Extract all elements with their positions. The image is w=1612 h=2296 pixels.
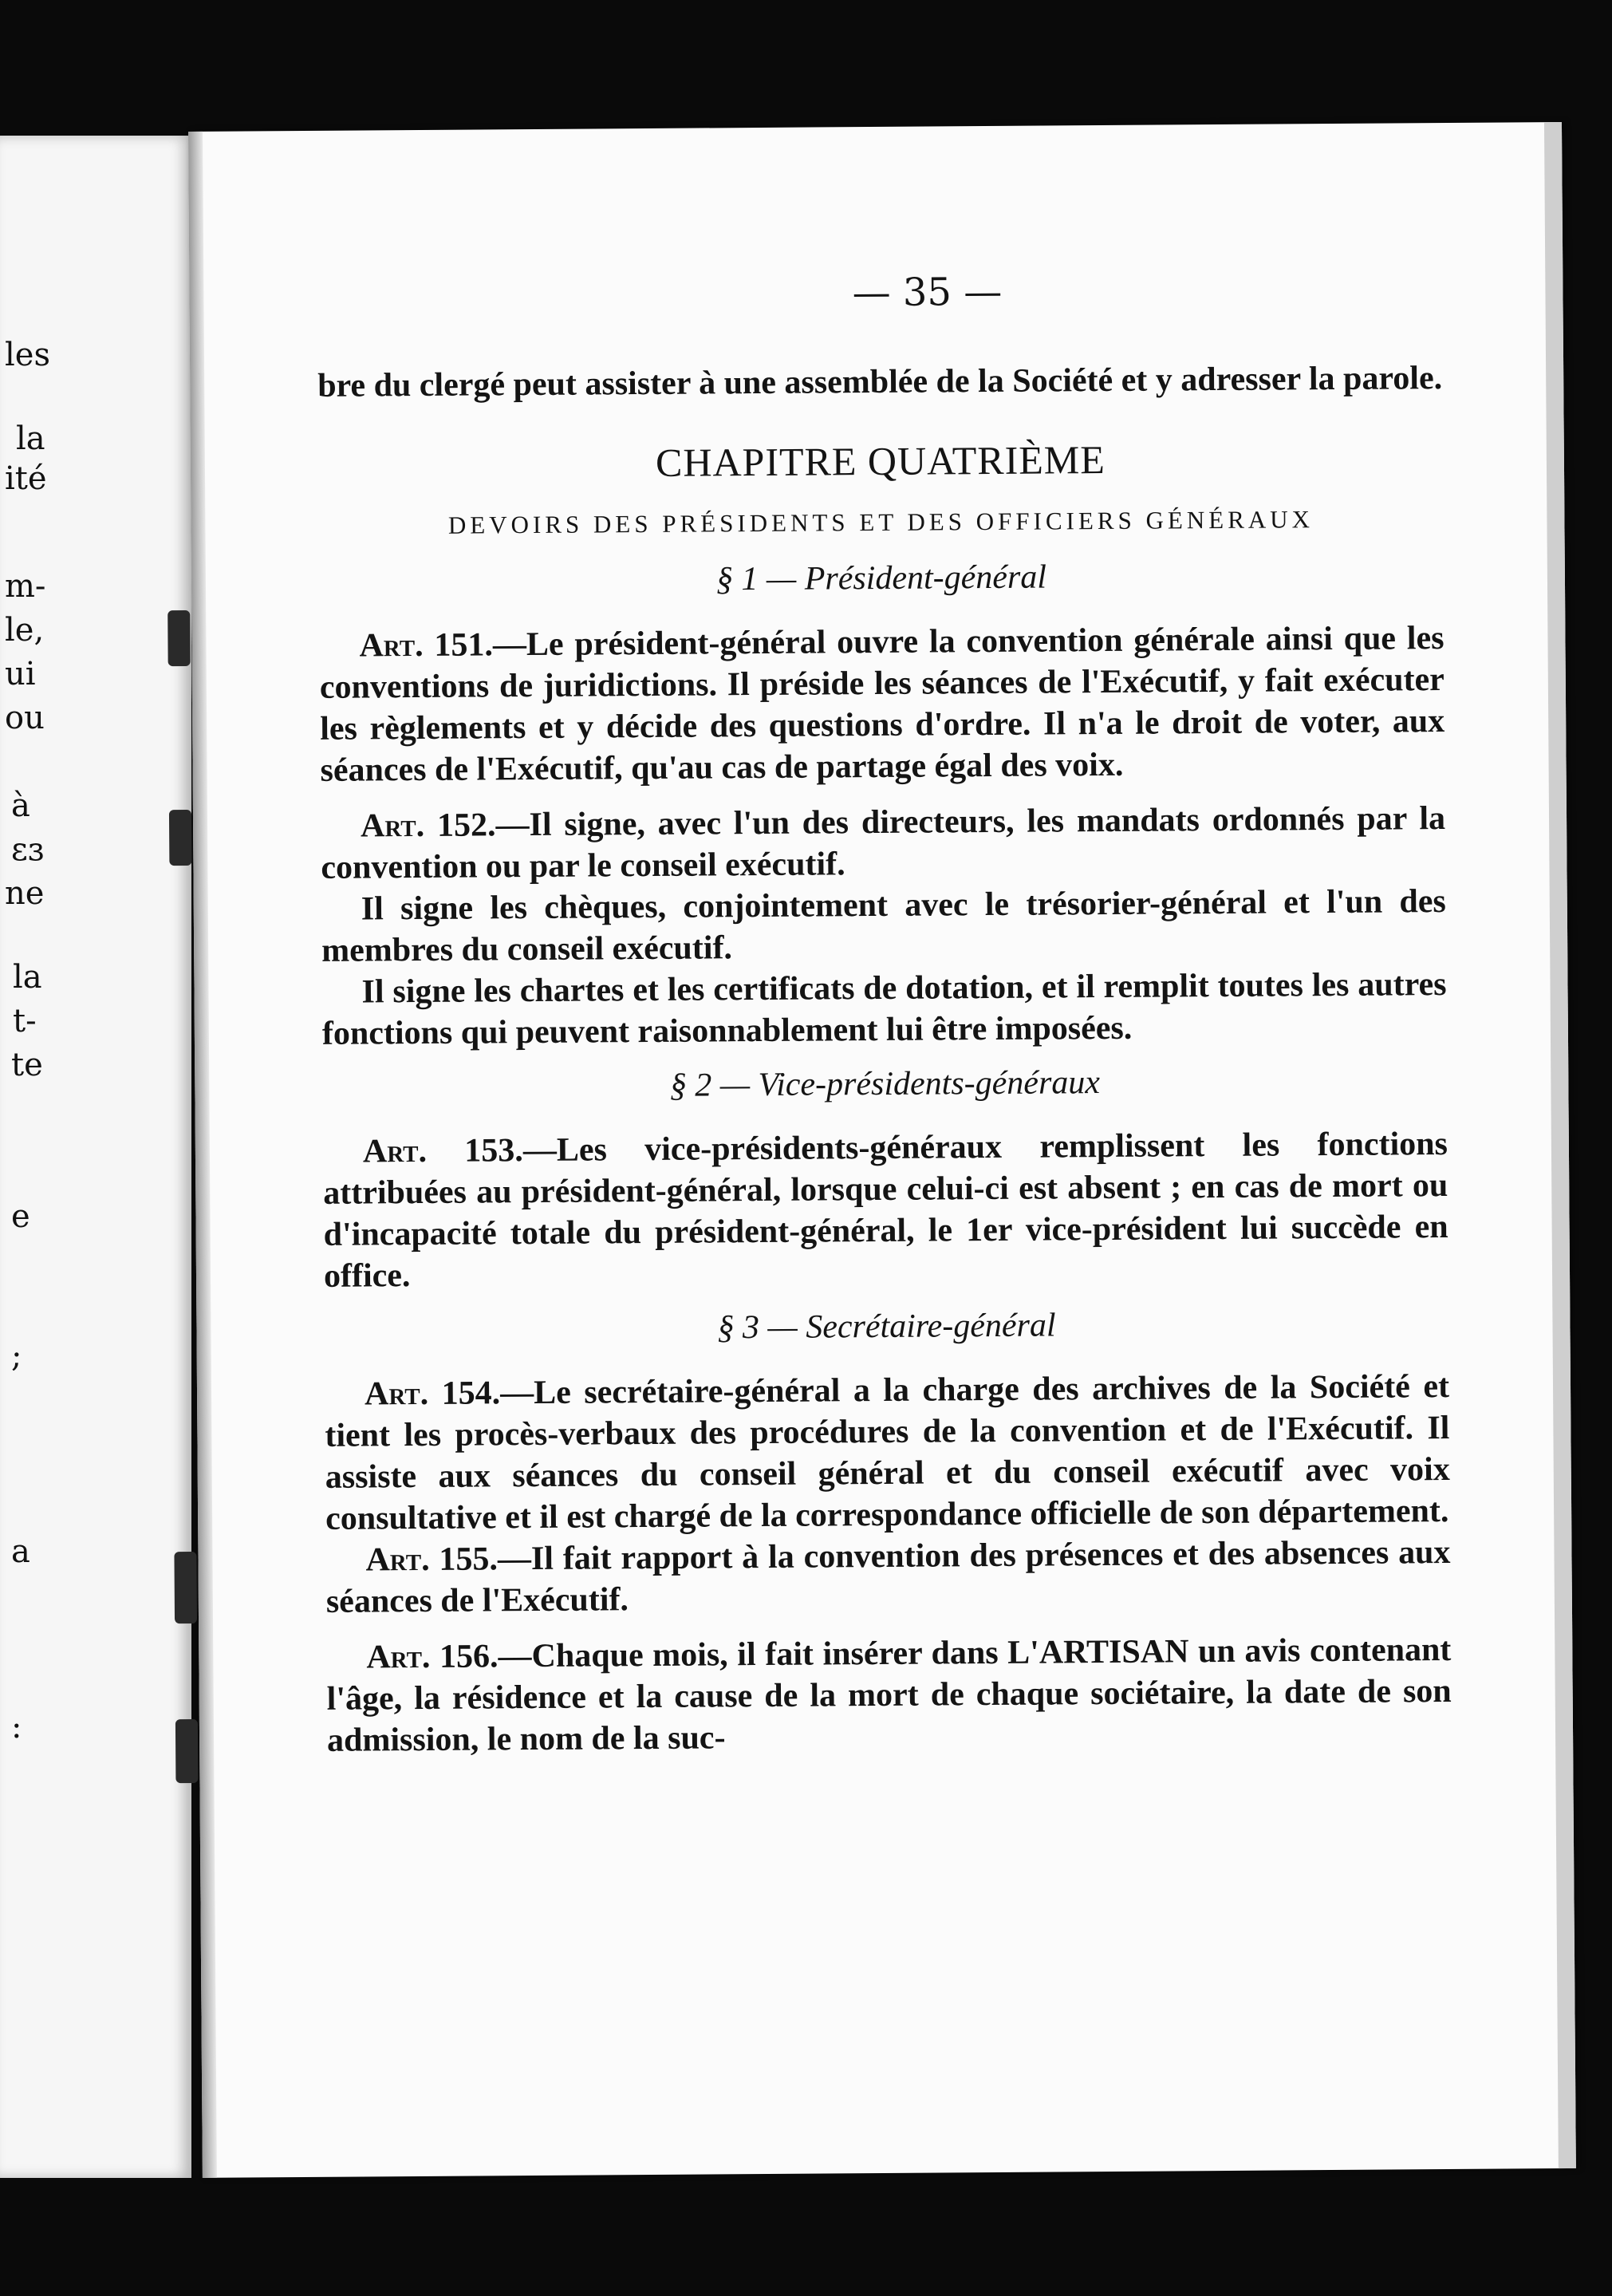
binding-staple — [169, 810, 191, 866]
left-text-fragment: la — [13, 959, 42, 996]
article-paragraph — [319, 617, 1444, 791]
section-3 — [324, 1304, 1452, 1761]
article-text: —Le secrétaire-général a la charge des archives de la Société et tient les procès-verbaux des procédures de la convention et de l'Exécutif. Il assiste aux séances du conseil général et du conseil exécutif avec voix consultative et il est chargé de la correspondance officielle de son département. — [325, 1368, 1450, 1537]
chapter-title: CHAPITRE QUATRIÈME — [655, 436, 1106, 485]
left-text-fragment: ; — [11, 1338, 22, 1375]
binding-staple — [175, 1719, 199, 1783]
left-text-fragment: la — [16, 420, 45, 457]
left-page-fragment — [0, 136, 191, 2178]
article-paragraph — [321, 798, 1446, 889]
binding-staple — [174, 1552, 197, 1623]
page-content — [317, 266, 1452, 1761]
section-heading: § 1 — Président-général — [715, 558, 1047, 598]
article-text: —Les vice-présidents-généraux remplissent les fonctions attribuées au président-général, lorsque celui-ci est absent ; en cas de mort ou d'incapacité totale du président-général, le 1er vice-président lui succède en office. — [323, 1126, 1448, 1295]
paragraph: Il signe les chartes et les certificats de dotation, et il remplit toutes les autres fonctions qui peuvent raisonnablement lui être imposées. — [321, 966, 1447, 1052]
article-label: Art. 151. — [359, 626, 494, 665]
section-heading: § 3 — Secrétaire-général — [717, 1307, 1056, 1347]
article-label: Art. 155. — [365, 1541, 499, 1579]
article-label: Art. 154. — [364, 1375, 501, 1413]
left-text-fragment: t- — [13, 1003, 37, 1040]
left-text-fragment: ne — [5, 875, 45, 912]
article-paragraph — [325, 1532, 1451, 1623]
article-text: —Il signe, avec l'un des directeurs, les mandats ordonnés par la convention ou par le conseil exécutif. — [321, 800, 1446, 886]
page-gutter-shadow — [188, 132, 217, 2178]
article-paragraph — [323, 1123, 1448, 1297]
opening-paragraph: bre du clergé peut assister à une assemblée de la Société et y adresser la parole. — [317, 360, 1443, 404]
left-text-fragment: : — [11, 1709, 22, 1746]
article-text: —Chaque mois, il fait insérer dans L'ARTISAN un avis contenant l'âge, la résidence et la cause de la mort de chaque sociétaire, la date de son admission, le nom de la suc- — [326, 1631, 1452, 1759]
page-number: — 35 — — [852, 269, 1003, 316]
left-text-fragment: les — [5, 337, 50, 373]
section-1 — [319, 555, 1447, 1055]
left-text-fragment: ɛɜ — [11, 831, 45, 868]
left-text-fragment: le, — [5, 612, 45, 649]
chapter-subtitle: DEVOIRS DES PRÉSIDENTS ET DES OFFICIERS GÉNÉRAUX — [447, 505, 1314, 539]
article-text: —Il fait rapport à la convention des présences et des absences aux séances de l'Exécutif. — [325, 1533, 1451, 1620]
article-label: Art. 152. — [360, 807, 496, 845]
paragraph: Il signe les chèques, conjointement avec le trésorier-général et l'un des membres du conseil exécutif. — [321, 883, 1446, 969]
article-paragraph — [325, 1366, 1450, 1540]
article-label: Art. 156. — [366, 1638, 499, 1676]
left-text-fragment: à — [11, 787, 30, 824]
left-text-fragment: m- — [5, 568, 46, 605]
section-2 — [322, 1061, 1448, 1297]
section-heading: § 2 — Vice-présidents-généraux — [669, 1064, 1101, 1104]
left-text-fragment: a — [11, 1533, 30, 1570]
binding-staple — [168, 610, 190, 666]
left-text-fragment: ité — [5, 460, 47, 497]
left-text-fragment: ui — [5, 656, 36, 692]
left-text-fragment: te — [11, 1047, 43, 1083]
article-paragraph — [326, 1629, 1452, 1761]
left-text-fragment: ou — [5, 700, 45, 736]
book-page — [188, 122, 1576, 2178]
article-text: —Le président-général ouvre la convention générale ainsi que les conventions de juridictions. Il préside les séances de l'Exécutif, y fait exécuter les règlements et y décide des questions d'ordre. Il n'a le droit de voter, aux séances de l'Exécutif, qu'au cas de partage égal des voix. — [319, 620, 1445, 789]
article-label: Art. 153. — [362, 1132, 524, 1170]
left-text-fragment: e — [11, 1198, 30, 1235]
